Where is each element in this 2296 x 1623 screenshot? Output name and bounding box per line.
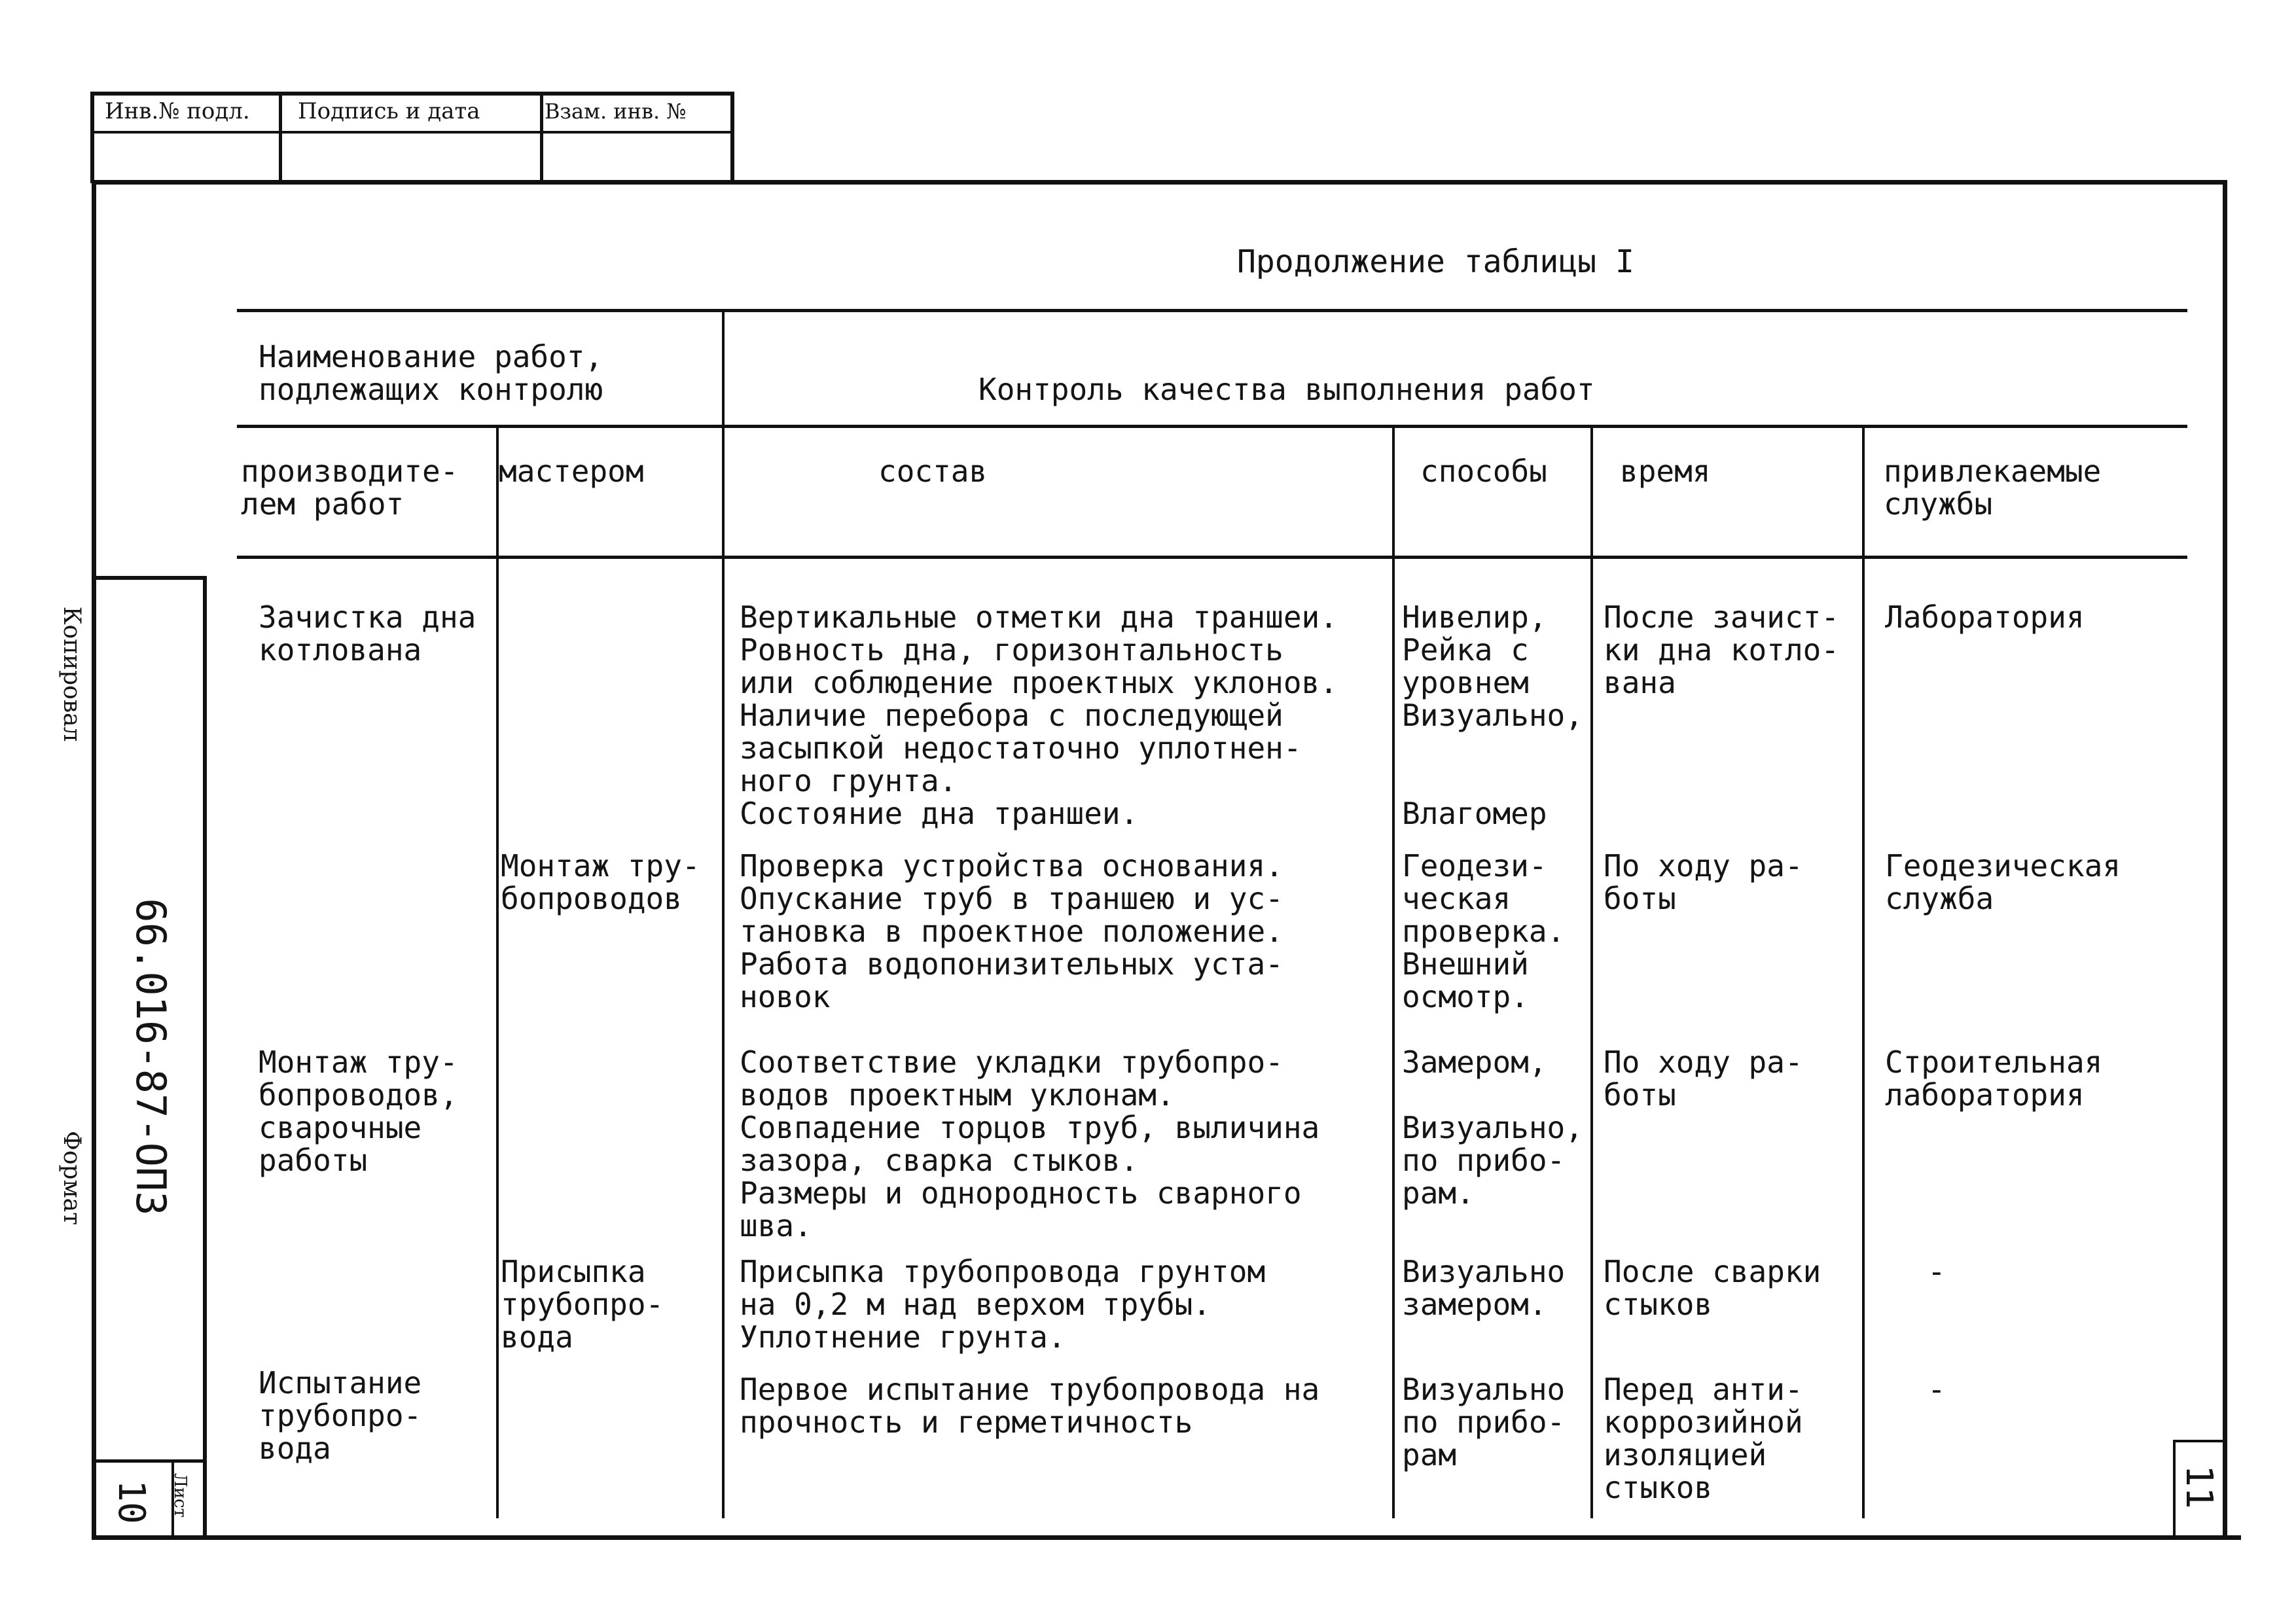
row-sluzhby-cell: Лаборатория	[1885, 599, 2085, 635]
col-vremya-header: время	[1620, 454, 1711, 489]
podpis-data-label: Подпись и дата	[298, 98, 480, 124]
col-sposoby-header: способы	[1420, 454, 1547, 489]
row-vremya-cell: По ходу ра- боты	[1604, 1044, 1803, 1113]
row-vremya-cell: После сварки стыков	[1604, 1254, 1821, 1322]
col-sluzhby-header: привлекаемые службы	[1884, 454, 2102, 522]
row-sposoby-cell: Геодези- ческая проверка. Внешний осмотр.	[1402, 848, 1566, 1014]
row-sluzhby-cell: Геодезическая служба	[1885, 848, 2121, 916]
row-sostav-cell: Соответствие укладки трубопро- водов проектным уклонам. Совпадение торцов труб, выличина зазора, сварка стыков. Размеры и однородность сварного шва.	[740, 1044, 1320, 1243]
vzam-inv-label: Взам. инв. №	[545, 99, 687, 124]
row-sluzhby-cell: Строительная лаборатория	[1885, 1044, 2103, 1113]
inv-podl-label: Инв.№ подл.	[105, 98, 250, 124]
document-code: 66.016-87-ОПЗ	[127, 898, 175, 1216]
row-producer-cell: Зачистка дна котлована	[259, 599, 476, 668]
col-producer-header: производите- лем работ	[241, 454, 459, 522]
row-master-cell: Монтаж тру- бопроводов	[501, 848, 700, 916]
row-master-cell: Присыпка трубопро- вода	[501, 1254, 664, 1355]
row-sluzhby-cell: -	[1928, 1372, 1946, 1407]
row-sposoby-cell: Нивелир, Рейка с уровнем Визуально, Влагомер	[1402, 599, 1583, 831]
table-title: Продолжение таблицы I	[1237, 243, 1634, 280]
row-sposoby-cell: Визуально по прибо- рам	[1402, 1372, 1566, 1472]
row-producer-cell: Испытание трубопро- вода	[259, 1365, 422, 1466]
header-work-names: Наименование работ, подлежащих контролю	[259, 339, 603, 407]
row-sluzhby-cell: -	[1928, 1254, 1946, 1289]
col-sostav-header: состав	[878, 454, 988, 489]
row-vremya-cell: По ходу ра- боты	[1604, 848, 1803, 916]
row-vremya-cell: Перед анти- коррозийной изоляцией стыков	[1604, 1372, 1803, 1505]
row-sostav-cell: Первое испытание трубопровода на прочность и герметичность	[740, 1372, 1320, 1440]
row-vremya-cell: После зачист- ки дна котло- вана	[1604, 599, 1840, 700]
row-sostav-cell: Вертикальные отметки дна траншеи. Ровность дна, горизонтальность или соблюдение проектных уклонов. Наличие перебора с последующей засыпкой недостаточно уплотнен- ного грунта. Состояние дна траншеи.	[740, 599, 1338, 831]
kopiroval-label: Копировал	[58, 606, 85, 742]
row-sposoby-cell: Замером, Визуально, по прибо- рам.	[1402, 1044, 1583, 1211]
row-producer-cell: Монтаж тру- бопроводов, сварочные работы	[259, 1044, 458, 1178]
format-label: Формат	[58, 1131, 85, 1225]
header-quality-control: Контроль качества выполнения работ	[978, 372, 1595, 407]
row-sostav-cell: Проверка устройства основания. Опускание труб в траншею и ус- тановка в проектное положение. Работа водопонизительных уста- новок	[740, 848, 1283, 1014]
list-label: Лист	[170, 1473, 190, 1518]
col-master-header: мастером	[499, 454, 644, 489]
page-number: 11	[2178, 1465, 2220, 1509]
row-sostav-cell: Присыпка трубопровода грунтом на 0,2 м над верхом трубы. Уплотнение грунта.	[740, 1254, 1266, 1355]
row-sposoby-cell: Визуально замером.	[1402, 1254, 1566, 1322]
list-number: 10	[110, 1480, 152, 1524]
